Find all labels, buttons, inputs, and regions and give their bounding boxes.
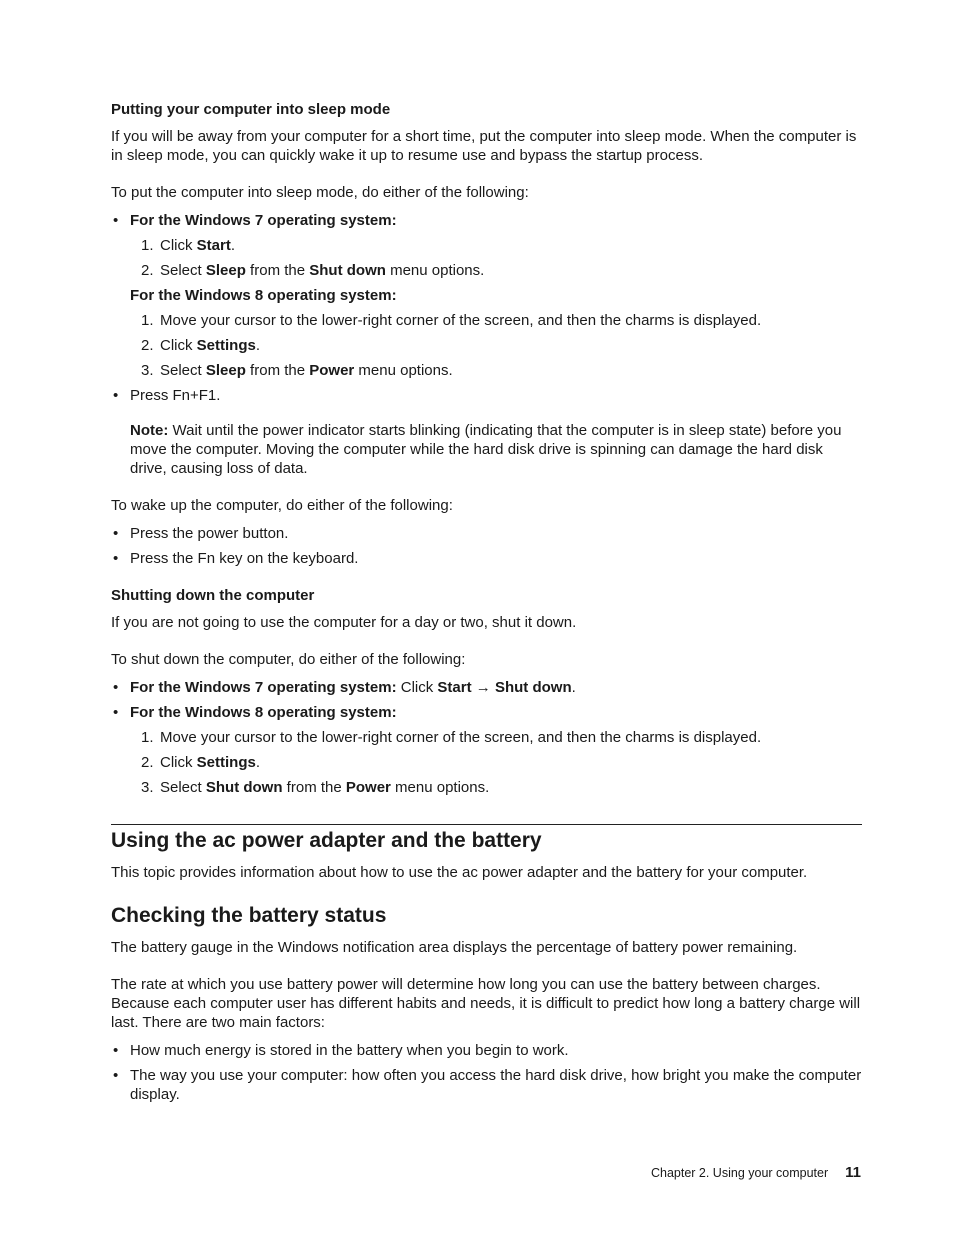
list-item: • Press the power button. bbox=[111, 524, 862, 543]
footer-chapter: Chapter 2. Using your computer bbox=[650, 1166, 829, 1180]
battery-p1: The battery gauge in the Windows notification area displays the percentage of battery power remaining. bbox=[111, 939, 798, 956]
list-item: • For the Windows 8 operating system: 1. Move your cursor to the lower-right corner of the screen, and then the charms is displayed. 2. Click Settings. 3. Select Shut down from the Power menu options. bbox=[111, 703, 862, 797]
list-item: • Press the Fn key on the keyboard. bbox=[111, 549, 862, 568]
wake-options-list bbox=[111, 524, 862, 568]
list-item: • The way you use your computer: how often you access the hard disk drive, how bright you make the computer display. bbox=[111, 1066, 862, 1104]
sleep-option-windows bbox=[111, 211, 862, 380]
battery-heading: Checking the battery status bbox=[111, 904, 387, 927]
page-footer bbox=[651, 1164, 861, 1181]
section-divider bbox=[111, 824, 862, 854]
sleep-lead: To put the computer into sleep mode, do either of the following: bbox=[111, 184, 529, 201]
list-item: 2. Click Settings. bbox=[141, 754, 261, 771]
sleep-win7-label: • For the Windows 7 operating system: bbox=[130, 212, 397, 229]
list-item: 3. Select Sleep from the Power menu options. bbox=[141, 362, 453, 379]
document-page bbox=[111, 100, 862, 1110]
sleep-option-key: • Press Fn+F1. Note: Wait until the power indicator starts blinking (indicating that the computer is in sleep state) before you move the computer. Moving the computer while the hard disk drive is spinning can damage the hard disk drive, causing loss of data. bbox=[111, 386, 862, 478]
sleep-options-list bbox=[111, 211, 862, 478]
battery-p2: The rate at which you use battery power will determine how long you can use the battery between charges. Because each computer user has different habits and needs, it is difficult to predict how long a battery charge will last. There are two main factors: bbox=[111, 976, 861, 1031]
shutdown-intro: If you are not going to use the computer for a day or two, shut it down. bbox=[111, 614, 577, 631]
list-item: 2. Click Settings. bbox=[141, 337, 261, 354]
arrow-right-icon: → bbox=[471, 679, 495, 696]
list-item: • How much energy is stored in the battery when you begin to work. bbox=[111, 1041, 862, 1060]
sleep-intro: If you will be away from your computer for a short time, put the computer into sleep mode. When the computer is in sleep mode, you can quickly wake it up to resume use and bypass the startup process. bbox=[111, 128, 857, 164]
shutdown-options-list bbox=[111, 678, 862, 797]
sleep-note: Note: Wait until the power indicator starts blinking (indicating that the computer is in sleep state) before you move the computer. Moving the computer while the hard disk drive is spinning can damage the hard disk drive, causing loss of data. bbox=[130, 422, 842, 477]
sleep-win8-label: For the Windows 8 operating system: bbox=[130, 287, 397, 304]
battery-factors-list bbox=[111, 1041, 862, 1104]
list-item: • For the Windows 7 operating system: Click Start → Shut down. bbox=[111, 678, 862, 697]
page-number: 11 bbox=[845, 1164, 861, 1181]
ac-heading: Using the ac power adapter and the battery bbox=[111, 829, 542, 852]
sleep-win7-steps bbox=[141, 236, 862, 280]
ac-text: This topic provides information about how to use the ac power adapter and the battery for your computer. bbox=[111, 864, 808, 881]
list-item: 1. Click Start. bbox=[141, 237, 236, 254]
list-item: 1. Move your cursor to the lower-right corner of the screen, and then the charms is displayed. bbox=[141, 729, 762, 746]
list-item: 2. Select Sleep from the Shut down menu options. bbox=[141, 262, 485, 279]
shutdown-win8-steps bbox=[141, 728, 862, 797]
sleep-win8-steps bbox=[141, 311, 862, 380]
sleep-heading: Putting your computer into sleep mode bbox=[111, 101, 391, 118]
shutdown-heading: Shutting down the computer bbox=[111, 587, 315, 604]
shutdown-lead: To shut down the computer, do either of the following: bbox=[111, 651, 466, 668]
wake-lead: To wake up the computer, do either of the following: bbox=[111, 497, 453, 514]
list-item: 3. Select Shut down from the Power menu options. bbox=[141, 779, 490, 796]
list-item: 1. Move your cursor to the lower-right corner of the screen, and then the charms is displayed. bbox=[141, 312, 762, 329]
